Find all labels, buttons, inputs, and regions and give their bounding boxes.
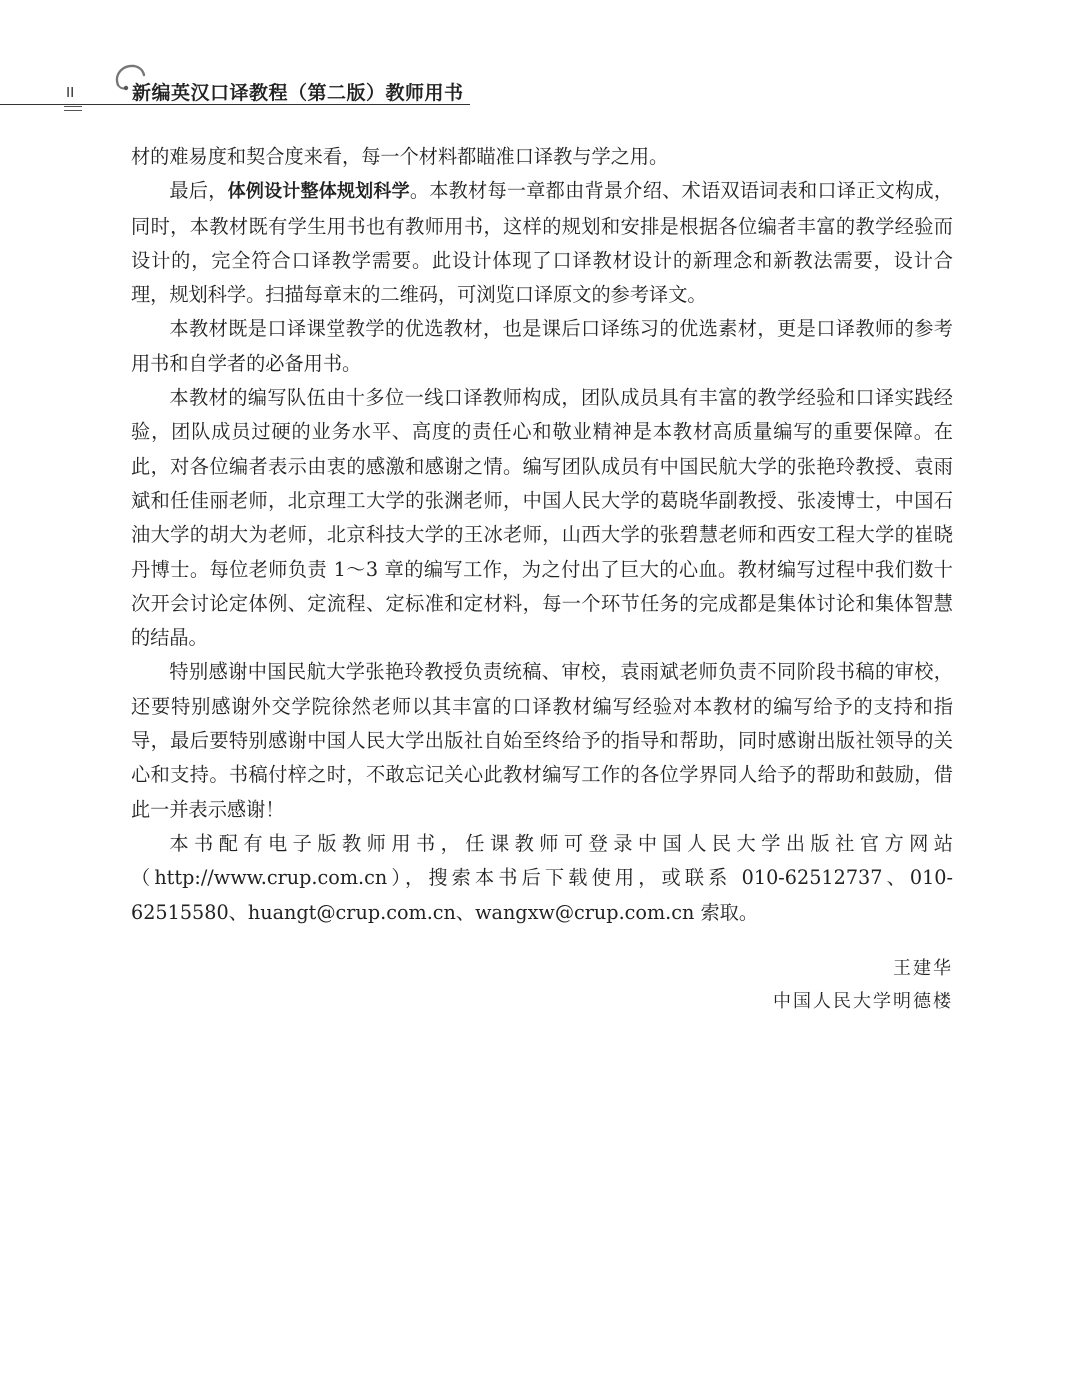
author-place: 中国人民大学明德楼: [773, 991, 953, 1012]
page-number-ornament: [64, 106, 82, 112]
paragraph: 本教材的编写队伍由十多位一线口译教师构成，团队成员具有丰富的教学经验和口译实践经验，团队成员过硬的业务水平、高度的责任心和敬业精神是本教材高质量编写的重要保障。在此，对各位编者表示由衷的感激和感谢之情。编写团队成员有中国民航大学的张艳玲教授、袁雨斌和任佳丽老师，北京理工大学的张渊老师，中国人民大学的葛晓华副教授、张凌博士，中国石油大学的胡大为老师，北京科技大学的王冰老师，山西大学的张碧慧老师和西安工程大学的崔晓丹博士。每位老师负责 1～3 章的编写工作，为之付出了巨大的心血。教材编写过程中我们数十次开会讨论定体例、定流程、定标准和定材料，每一个环节任务的完成都是集体讨论和集体智慧的结晶。: [131, 386, 953, 650]
paragraph-rest: 。本教材每一章都由背景介绍、术语双语词表和口译正文构成，同时，本教材既有学生用书也有教师用书，这样的规划和安排是根据各位编者丰富的教学经验而设计的，完全符合口译教学需要。此设计体现了口译教材设计的新理念和新教法需要，设计合理，规划科学。扫描每章末的二维码，可浏览口译原文的参考译文。: [131, 179, 954, 307]
preface-body: [131, 140, 953, 930]
signature-block: [773, 952, 953, 1018]
book-title: 新编英汉口译教程（第二版）教师用书: [132, 82, 464, 104]
paragraph: 特别感谢中国民航大学张艳玲教授负责统稿、审校，袁雨斌老师负责不同阶段书稿的审校，还要特别感谢外交学院徐然老师以其丰富的口译教材编写经验对本教材的编写给予的支持和指导，最后要特别感谢中国人民大学出版社自始至终给予的指导和帮助，同时感谢出版社领导的关心和支持。书稿付梓之时，不敢忘记关心此教材编写工作的各位学界同人给予的帮助和鼓励，借此一并表示感谢！: [131, 660, 953, 821]
author-name: 王建华: [893, 958, 953, 979]
paragraph: 本教材既是口译课堂教学的优选教材，也是课后口译练习的优选素材，更是口译教师的参考用书和自学者的必备用书。: [131, 317, 953, 375]
paragraph-lead: 最后，: [169, 179, 228, 203]
page-number: II: [66, 84, 75, 101]
paragraph: 本书配有电子版教师用书，任课教师可登录中国人民大学出版社官方网站（http://www.crup.com.cn），搜索本书后下载使用，或联系 010-62512737、010-62515580、huangt@crup.com.cn、wangxw@crup.com.cn 索取。: [131, 831, 953, 924]
paragraph: 材的难易度和契合度来看，每一个材料都瞄准口译教与学之用。: [131, 145, 669, 168]
paragraph: [131, 174, 953, 312]
paragraph-bold-phrase: 体例设计整体规划科学: [227, 181, 410, 203]
